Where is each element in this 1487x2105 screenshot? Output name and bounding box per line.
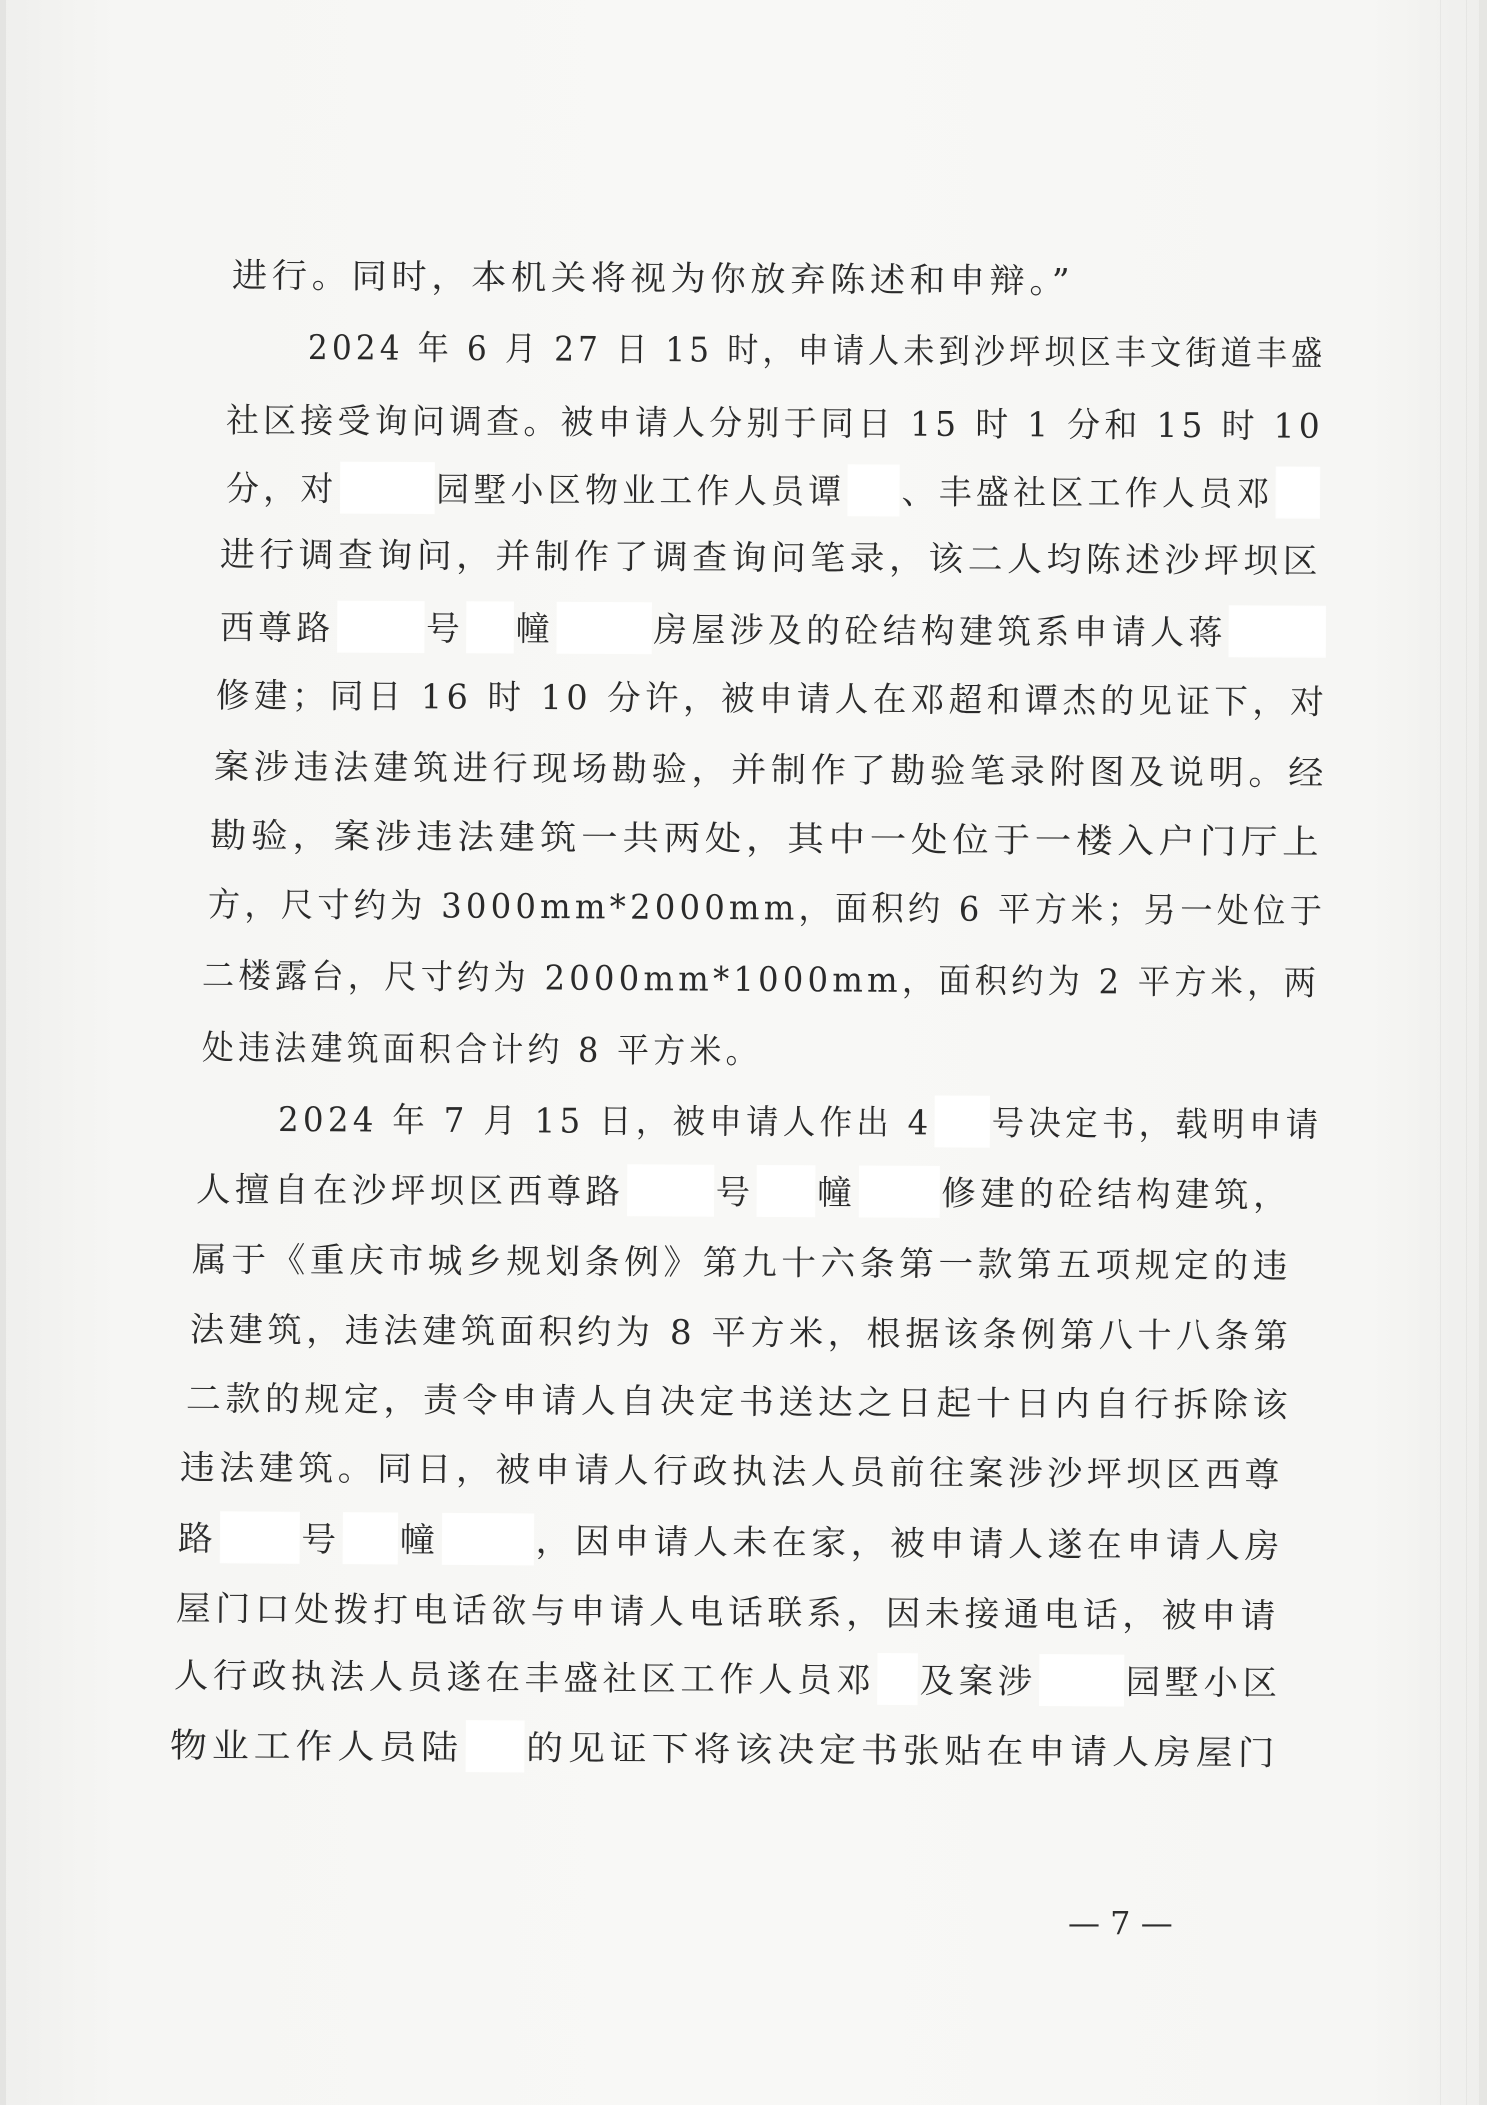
text-run: 案涉违法建筑进行现场勘验，并制作了勘验笔录附图及说明。经 (213, 747, 1329, 794)
text-run: 幢 (399, 1520, 440, 1561)
text-line (170, 1723, 1280, 1777)
redaction-box (1230, 606, 1326, 656)
text-run: 房屋涉及的砼结构建筑系申请人蒋 (653, 610, 1227, 654)
text-run: 园墅小区物业工作人员谭 (436, 470, 846, 513)
text-run: 属于《重庆市城乡规划条例》第九十六条第一款第五项规定的违 (191, 1240, 1293, 1287)
redaction-box (859, 1166, 938, 1216)
text-run: 号 (301, 1519, 341, 1561)
redaction-box (467, 602, 513, 652)
text-line (202, 953, 1320, 1007)
text-run: 法建筑，违法建筑面积约为 8 平方米，根据该条例第八十八条第 (189, 1310, 1293, 1357)
text-line (278, 1097, 1323, 1148)
text-run: 修建；同日 16 时 10 分许，被申请人在邓超和谭杰的见证下，对 (215, 676, 1329, 723)
scan-artifact-line (1440, 0, 1441, 2105)
page-number: — 7 — (1068, 1904, 1173, 1942)
text-line (210, 813, 1324, 866)
redaction-box (758, 1166, 815, 1216)
text-line (174, 1653, 1282, 1707)
text-run: 号 (715, 1172, 755, 1213)
text-run: ，因申请人未在家，被申请人遂在申请人房 (535, 1521, 1285, 1567)
text-run: 园墅小区 (1125, 1662, 1282, 1704)
redaction-box (466, 1721, 523, 1771)
text-line (190, 1307, 1293, 1360)
text-run: 物业工作人员陆 (169, 1726, 464, 1769)
text-run: 进行。同时，本机关将视为你放弃陈述和申辩。” (231, 256, 1075, 302)
text-line (178, 1516, 1284, 1570)
redaction-box (935, 1096, 989, 1146)
text-line (192, 1237, 1292, 1290)
redaction-box (1039, 1655, 1122, 1706)
redaction-box (442, 1514, 532, 1565)
redaction-box (848, 465, 899, 515)
redaction-box (557, 603, 651, 653)
text-run: 处违法建筑面积合计约 8 平方米。 (201, 1028, 762, 1072)
text-line (202, 1025, 762, 1075)
scan-edge-right (1479, 0, 1487, 2105)
redaction-box (344, 1513, 398, 1563)
redaction-box (1276, 468, 1319, 518)
text-run: 2024 年 7 月 15 日，被申请人作出 4 (277, 1100, 933, 1144)
text-run: 违法建筑。同日，被申请人行政执法人员前往案涉沙坪坝区西尊 (179, 1448, 1285, 1496)
text-run: 进行调查询问，并制作了调查询问笔录，该二人均陈述沙坪坝区 (219, 535, 1323, 582)
text-line (186, 1376, 1292, 1429)
text-line (180, 1445, 1284, 1499)
text-line (220, 605, 1328, 657)
text-run: 修建的砼结构建筑， (941, 1173, 1293, 1216)
text-run: 屋门口处拨打电话欲与申请人电话联系，因未接通电话，被申请 (175, 1589, 1281, 1637)
text-run: 人行政执法人员遂在丰盛社区工作人员邓 (173, 1656, 876, 1701)
scan-artifact-line (1466, 0, 1467, 2105)
scan-edge-left (0, 0, 6, 2105)
text-line (208, 882, 1326, 935)
text-run: 路 (177, 1519, 218, 1560)
text-line (226, 398, 1324, 450)
redaction-box (340, 463, 433, 513)
text-run: 2024 年 6 月 27 日 15 时，申请人未到沙坪坝区丰文街道丰盛 (307, 328, 1327, 375)
text-run: 的见证下将该决定书张贴在申请人房屋门 (525, 1728, 1280, 1774)
redaction-box (220, 1512, 298, 1563)
text-run: 号决定书，载明申请 (991, 1103, 1323, 1146)
text-run: 西尊路 (219, 608, 335, 649)
text-line (308, 325, 1327, 377)
text-run: 幢 (817, 1173, 857, 1214)
text-line (226, 466, 1322, 518)
text-line (216, 673, 1329, 726)
text-run: 、丰盛社区工作人员邓 (901, 472, 1274, 515)
redaction-box (878, 1654, 917, 1704)
text-run: 方，尺寸约为 3000mm*2000mm，面积约 6 平方米；另一处位于 (207, 885, 1327, 932)
text-line (176, 1586, 1280, 1640)
text-run: 人擅自在沙坪坝区西尊路 (195, 1170, 625, 1213)
text-line (232, 253, 1075, 305)
text-run: 二楼露台，尺寸约为 2000mm*1000mm，面积约为 2 平方米，两 (201, 956, 1321, 1004)
text-run: 及案涉 (919, 1661, 1037, 1703)
text-run: 社区接受询问调查。被申请人分别于同日 15 时 1 分和 15 时 10 (225, 401, 1325, 447)
text-line (196, 1167, 1292, 1219)
text-run: 幢 (515, 609, 555, 650)
text-line (214, 744, 1328, 797)
text-run: 二款的规定，责令申请人自决定书送达之日起十日内自行拆除该 (185, 1379, 1293, 1426)
redaction-box (338, 602, 424, 652)
text-run: 分，对 (225, 469, 338, 510)
text-run: 勘验，案涉违法建筑一共两处，其中一处位于一楼入户门厅上 (209, 816, 1324, 863)
text-run: 号 (425, 609, 465, 650)
redaction-box (627, 1165, 712, 1215)
text-line (220, 532, 1322, 585)
